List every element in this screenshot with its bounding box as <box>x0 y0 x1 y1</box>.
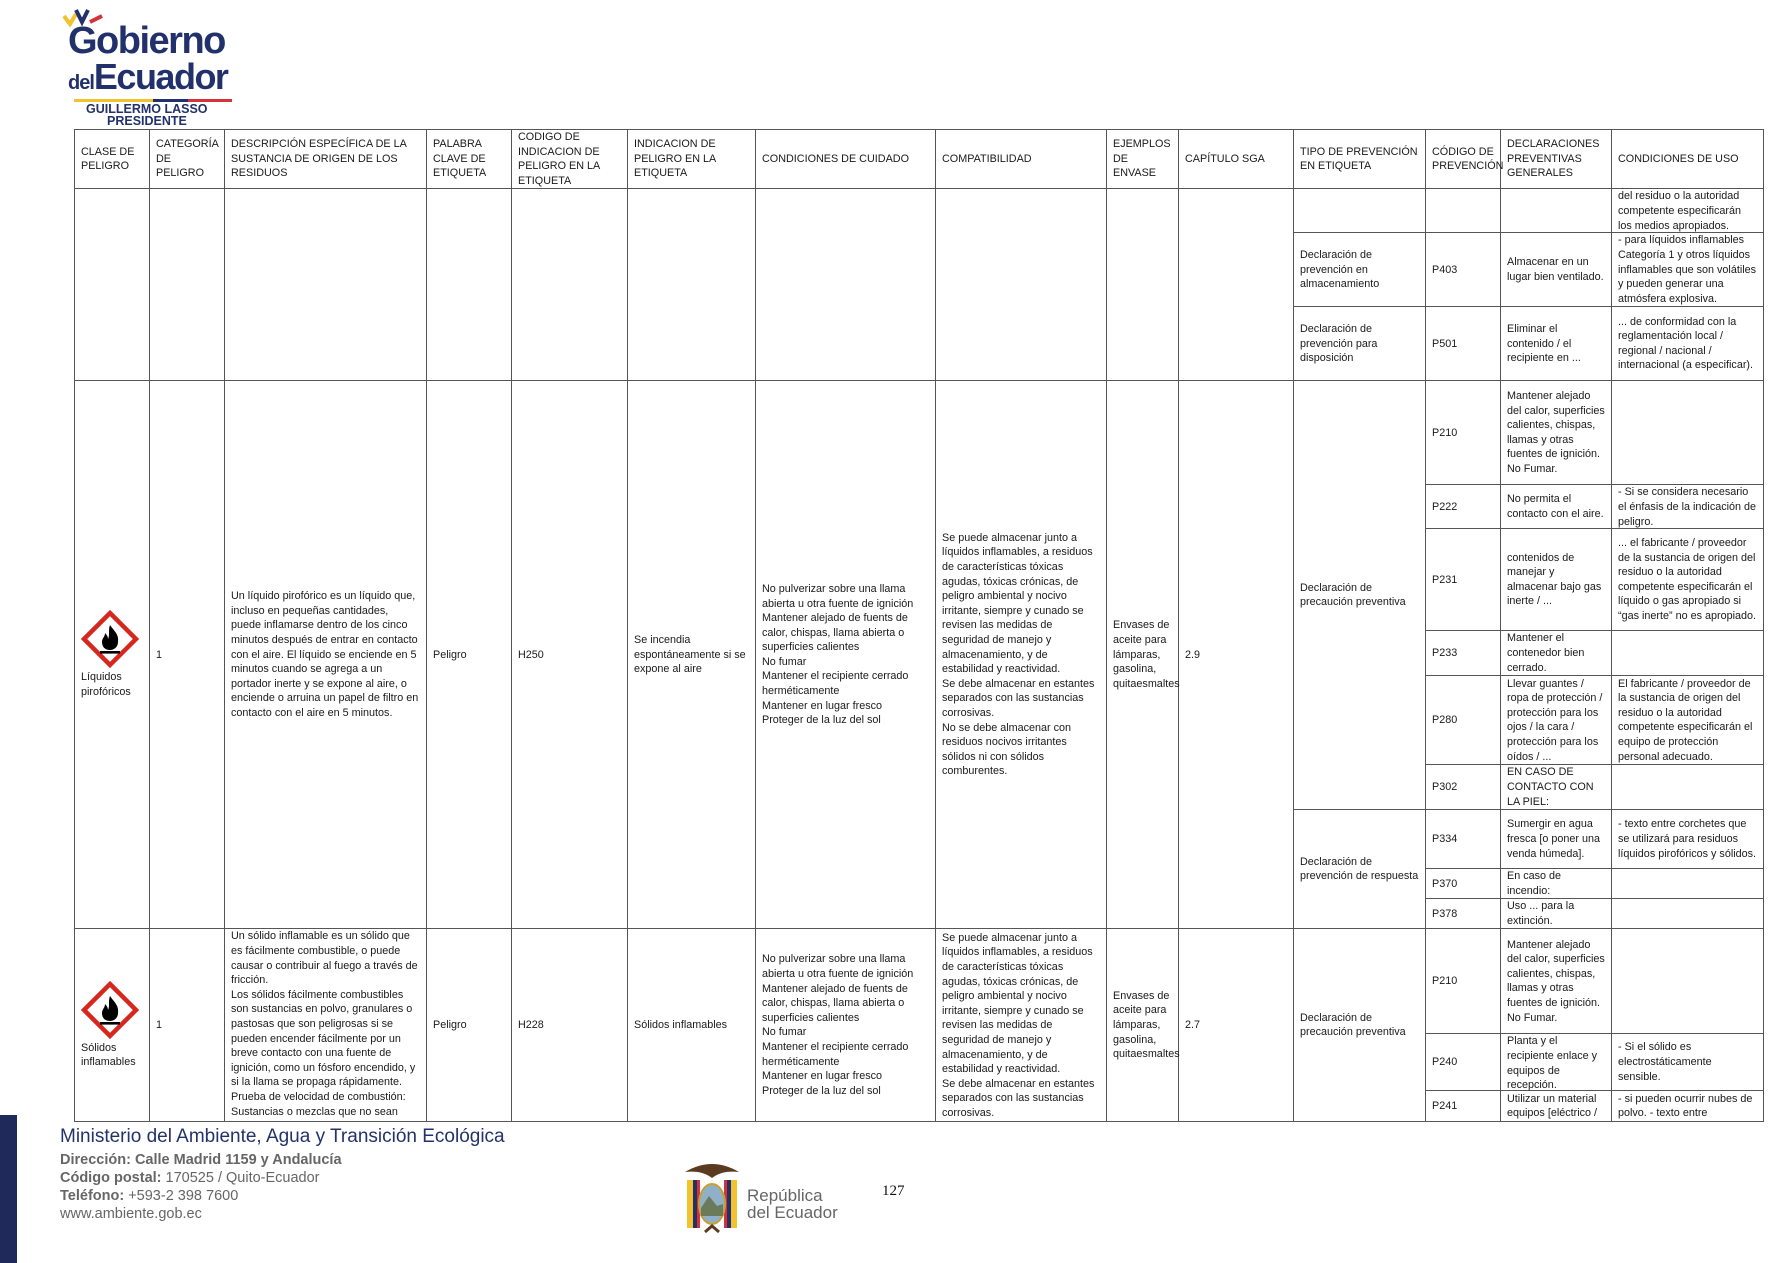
preventive-statement-cell <box>1501 765 1612 810</box>
column-header: INDICACION DE PELIGRO EN LA ETIQUETA <box>628 130 756 189</box>
prevention-code-cell <box>1426 810 1501 869</box>
decl-text: contenidos de manejar y almacenar bajo gas inerte / ... <box>1507 551 1602 608</box>
prevention-code-cell <box>1426 631 1501 676</box>
code-text: P210 <box>1432 975 1458 988</box>
table-row <box>75 929 1764 1034</box>
code-text: P240 <box>1432 1056 1458 1069</box>
code-text: P210 <box>1432 426 1458 439</box>
code-text: P370 <box>1432 877 1458 890</box>
prevention-type-cell <box>1294 189 1426 233</box>
code-text: P378 <box>1432 907 1458 920</box>
usage-conditions-cell <box>1612 1091 1764 1122</box>
footer-website[interactable]: www.ambiente.gob.ec <box>60 1206 202 1222</box>
envase-text: Envases de aceite para lámparas, gasolina, quitaesmaltes <box>1113 989 1180 1061</box>
prevention-code-cell <box>1426 529 1501 631</box>
codigo-text: H228 <box>518 1019 544 1032</box>
logo-president-title: PRESIDENTE <box>107 114 187 128</box>
code-text: P233 <box>1432 647 1458 660</box>
column-header: DESCRIPCIÓN ESPECÍFICA DE LA SUSTANCIA DE ORIGEN DE LOS RESIDUOS <box>225 130 427 189</box>
preventive-statement-cell <box>1501 869 1612 899</box>
container-examples-cell <box>1107 189 1179 381</box>
preventive-statement-cell <box>1501 529 1612 631</box>
prevention-code-cell <box>1426 307 1501 381</box>
palabra-text: Peligro <box>433 1019 467 1032</box>
prevention-code-cell <box>1426 676 1501 765</box>
column-header: COMPATIBILIDAD <box>936 130 1107 189</box>
cuidado-text: No pulverizar sobre una llama abierta u otra fuente de ignición Mantener alejado de fuents de calor, chispas, llama abierta o superficies calientes No fumar Mantener el recipiente cerrado herméticamente Mantener en lugar fresco Proteger de la luz del sol <box>762 953 914 1097</box>
cuidado-text: No pulverizar sobre una llama abierta u otra fuente de ignición Mantener alejado de fuents de calor, chispas, llama abierta o superficies calientes No fumar Mantener el recipiente cerrado herméticamente Mantener en lugar fresco Proteger de la luz del sol <box>762 582 914 727</box>
cond-text: ... de conformidad con la reglamentación local / regional / nacional / internacional (a especificar). <box>1618 315 1754 372</box>
codigo-text: H250 <box>518 648 544 661</box>
preventive-statement-cell <box>1501 381 1612 485</box>
capitulo-text: 2.7 <box>1185 1019 1201 1032</box>
coat-of-arms-icon <box>677 1160 747 1238</box>
care-conditions-cell <box>756 381 936 929</box>
container-examples-cell <box>1107 381 1179 929</box>
column-header: CONDICIONES DE CUIDADO <box>756 130 936 189</box>
sga-chapter-cell <box>1179 929 1294 1122</box>
usage-conditions-cell <box>1612 869 1764 899</box>
logo-president-name: GUILLERMO LASSO <box>86 102 208 116</box>
preventive-statement-cell <box>1501 631 1612 676</box>
cond-text: - si pueden ocurrir nubes de polvo. - texto entre <box>1618 1092 1753 1120</box>
prevention-code-cell <box>1426 1034 1501 1091</box>
header-row <box>75 130 1764 189</box>
code-text: P280 <box>1432 714 1458 727</box>
phone-label: Teléfono: <box>60 1188 125 1204</box>
decl-text: Mantener alejado del calor, superficies calientes, chispas, llamas y otras fuentes de ignición. No Fumar. <box>1507 390 1605 476</box>
category-cell <box>150 929 225 1122</box>
hazard-code-cell <box>512 381 628 929</box>
preventive-statement-cell <box>1501 810 1612 869</box>
republica-line-2: del Ecuador <box>747 1203 838 1222</box>
signal-word-cell <box>427 189 512 381</box>
description-cell <box>225 189 427 381</box>
signal-word-cell <box>427 381 512 929</box>
usage-conditions-cell <box>1612 899 1764 929</box>
decl-text: Mantener alejado del calor, superficies calientes, chispas, llamas y otras fuentes de ignición. No Fumar. <box>1507 938 1605 1024</box>
preventive-statement-cell <box>1501 189 1612 233</box>
address-value: Calle Madrid 1159 y Andalucía <box>134 1152 342 1168</box>
postal-label: Código postal: <box>60 1170 162 1186</box>
footer-phone <box>60 1188 238 1205</box>
usage-conditions-cell <box>1612 485 1764 529</box>
descripcion-text: Un líquido pirofórico es un líquido que, incluso en pequeñas cantidades, puede inflamarse dentro de los cinco minutos después de entrar en contacto con el aire. El líquido se enciende en 5 minutos cuando se agrega a un portador inerte y se expone al aire, o enciende o arruina un papel de filtro en contacto con el aire en 5 minutos. <box>231 590 419 719</box>
decl-text: Uso ... para la extinción. <box>1507 900 1575 927</box>
prevention-code-cell <box>1426 381 1501 485</box>
decl-text: Utilizar un material equipos [eléctrico / <box>1507 1092 1598 1120</box>
decl-text: No permita el contacto con el aire. <box>1507 493 1604 520</box>
decl-text: Sumergir en agua fresca [o poner una venda húmeda]. <box>1507 818 1601 860</box>
hazard-class-cell <box>75 381 150 929</box>
preventive-statement-cell <box>1501 676 1612 765</box>
decl-text: Eliminar el contenido / el recipiente en ... <box>1507 322 1581 365</box>
decl-text: En caso de incendio: <box>1507 870 1562 897</box>
palabra-text: Peligro <box>433 648 467 661</box>
column-header: CATEGORÍA DE PELIGRO <box>150 130 225 189</box>
column-header: TIPO DE PREVENCIÓN EN ETIQUETA <box>1294 130 1426 189</box>
usage-conditions-cell <box>1612 529 1764 631</box>
column-header: PALABRA CLAVE DE ETIQUETA <box>427 130 512 189</box>
usage-conditions-cell <box>1612 810 1764 869</box>
column-header: CLASE DE PELIGRO <box>75 130 150 189</box>
table-row <box>75 381 1764 485</box>
usage-conditions-cell <box>1612 929 1764 1034</box>
preventive-statement-cell <box>1501 233 1612 307</box>
cond-text: ... el fabricante / proveedor de la sustancia de origen del residuo o la autoridad competente especificarán el líquido o gas apropiado si “gas inerte” no es apropiado. <box>1618 537 1757 623</box>
code-text: P501 <box>1432 337 1458 350</box>
code-text: P302 <box>1432 781 1458 794</box>
page-number: 127 <box>882 1183 905 1199</box>
column-header: DECLARACIONES PREVENTIVAS GENERALES <box>1501 130 1612 189</box>
hazard-class-cell <box>75 189 150 381</box>
clase-text: Sólidos inflamables <box>81 1041 136 1069</box>
usage-conditions-cell <box>1612 676 1764 765</box>
usage-conditions-cell <box>1612 765 1764 810</box>
republica-line-1: República <box>747 1186 823 1205</box>
column-header: CÓDIGO DE PREVENCIÓN <box>1426 130 1501 189</box>
decl-text: Almacenar en un lugar bien ventilado. <box>1507 256 1604 283</box>
usage-conditions-cell <box>1612 233 1764 307</box>
hazard-code-cell <box>512 189 628 381</box>
container-examples-cell <box>1107 929 1179 1122</box>
decl-text: EN CASO DE CONTACTO CON LA PIEL: <box>1507 766 1594 808</box>
compatibility-cell <box>936 929 1107 1122</box>
cond-text: - Si se considera necesario el énfasis de la indicación de peligro. <box>1618 486 1757 528</box>
usage-conditions-cell <box>1612 1034 1764 1091</box>
prevention-type-cell: Declaración de prevención en almacenamiento <box>1294 233 1426 307</box>
republica-label <box>747 1187 838 1221</box>
cond-text: - para líquidos inflamables Categoría 1 y otros líquidos inflamables que son volátiles y pueden generar una atmósfera explosiva. <box>1618 234 1757 305</box>
descripcion-text: Un sólido inflamable es un sólido que es fácilmente combustible, o puede causar o contribuir al fuego a través de fricción. Los sólidos fácilmente combustibles son sustancias en polvo, granulares o pastosas que son peligrosas si se pueden encender fácilmente por un breve contacto con una fuente de ignición, como un fósforo encendido, y si la llama se propaga rápidamente. Prueba de velocidad de combustión: Sustancias o mezclas que no sean <box>231 930 418 1118</box>
usage-conditions-cell <box>1612 631 1764 676</box>
usage-conditions-cell <box>1612 189 1764 233</box>
care-conditions-cell <box>756 189 936 381</box>
usage-conditions-cell <box>1612 307 1764 381</box>
compatibility-cell <box>936 189 1107 381</box>
flame-pictogram-icon <box>81 981 139 1039</box>
description-cell <box>225 381 427 929</box>
gobierno-logo <box>60 8 235 126</box>
prevention-code-cell <box>1426 929 1501 1034</box>
code-text: P334 <box>1432 833 1458 846</box>
category-cell <box>150 381 225 929</box>
cond-text: - texto entre corchetes que se utilizará para residuos líquidos pirofóricos y sólidos. <box>1618 818 1757 860</box>
prevention-type-cell: Declaración de prevención para disposición <box>1294 307 1426 381</box>
hazard-statement-cell <box>628 189 756 381</box>
capitulo-text: 2.9 <box>1185 648 1201 661</box>
column-header: CAPÍTULO SGA <box>1179 130 1294 189</box>
preventive-statement-cell <box>1501 1091 1612 1122</box>
logo-line-1: Gobierno <box>68 20 225 62</box>
logo-del: del <box>68 72 94 94</box>
category-cell <box>150 189 225 381</box>
care-conditions-cell <box>756 929 936 1122</box>
preventive-statement-cell <box>1501 929 1612 1034</box>
flame-pictogram-icon <box>81 610 139 668</box>
column-header: CONDICIONES DE USO <box>1612 130 1764 189</box>
envase-text: Envases de aceite para lámparas, gasolina, quitaesmaltes <box>1113 619 1180 690</box>
prevention-type-cell: Declaración de precaución preventiva <box>1294 929 1426 1122</box>
hazard-statement-cell <box>628 929 756 1122</box>
decl-text: Llevar guantes / ropa de protección / protección para los ojos / la cara / protección para los oídos / ... <box>1507 677 1603 763</box>
decl-text: Mantener el contenedor bien cerrado. <box>1507 632 1585 674</box>
prevention-code-cell <box>1426 1091 1501 1122</box>
code-text: P222 <box>1432 500 1458 513</box>
preventive-statement-cell <box>1501 485 1612 529</box>
code-text: P241 <box>1432 1100 1458 1113</box>
preventive-statement-cell <box>1501 899 1612 929</box>
cond-text: del residuo o la autoridad competente especificarán los medios apropiados. <box>1618 190 1742 232</box>
signal-word-cell <box>427 929 512 1122</box>
address-label: Dirección: <box>60 1152 131 1168</box>
clase-text: Líquidos pirofóricos <box>81 671 131 698</box>
cond-text: El fabricante / proveedor de la sustancia de origen del residuo o la autoridad competente especificarán el equipo de protección personal adecuado. <box>1618 677 1753 763</box>
prevention-code-cell <box>1426 189 1501 233</box>
logo-line-2 <box>68 58 227 102</box>
ministry-name: Ministerio del Ambiente, Agua y Transición Ecológica <box>60 1126 505 1147</box>
sga-chapter-cell <box>1179 189 1294 381</box>
sga-chapter-cell <box>1179 381 1294 929</box>
preventive-statement-cell <box>1501 1034 1612 1091</box>
preventive-statement-cell <box>1501 307 1612 381</box>
code-text: P403 <box>1432 263 1458 276</box>
footer-address <box>60 1152 342 1169</box>
hazard-code-cell <box>512 929 628 1122</box>
logo-ecuador: Ecuador <box>93 56 228 97</box>
prevention-type-cell: Declaración de precaución preventiva <box>1294 381 1426 810</box>
footer-postal <box>60 1170 320 1187</box>
postal-value: 170525 / Quito-Ecuador <box>165 1170 320 1186</box>
usage-conditions-cell <box>1612 381 1764 485</box>
prevention-code-cell <box>1426 899 1501 929</box>
prevention-code-cell <box>1426 233 1501 307</box>
footer-accent-bar <box>0 1115 17 1263</box>
categoria-text: 1 <box>156 1019 163 1032</box>
code-text: P231 <box>1432 573 1458 586</box>
prevention-code-cell <box>1426 485 1501 529</box>
hazard-class-cell <box>75 929 150 1122</box>
column-header: EJEMPLOS DE ENVASE <box>1107 130 1179 189</box>
compatibilidad-text: Se puede almacenar junto a líquidos inflamables, a residuos de características tóxicas agudas, tóxicas crónicas, de peligro ambiental y nocivo irritante, siempre y cunado se revisen las medidas de seguridad de manejo y almacenamiento, y de estabilidad y reactividad. Se debe almacenar en estantes separados con las sustancias corrosivas. <box>942 931 1095 1119</box>
column-header: CODIGO DE INDICACION DE PELIGRO EN LA ETIQUETA <box>512 130 628 189</box>
table-row <box>75 189 1764 233</box>
decl-text: Planta y el recipiente enlace y equipos de recepción. <box>1507 1035 1598 1092</box>
indicacion-text: Se incendia espontáneamente si se expone al aire <box>634 633 746 676</box>
phone-value: +593-2 398 7600 <box>128 1188 239 1204</box>
description-cell <box>225 929 427 1122</box>
hazard-statement-cell <box>628 381 756 929</box>
hazard-table <box>74 129 1764 1122</box>
compatibilidad-text: Se puede almacenar junto a líquidos inflamables, a residuos de características tóxicas agudas, tóxicas crónicas, de peligro ambiental y nocivo irritante, siempre y cunado se revisen las medidas de seguridad de manejo y almacenamiento, y de estabilidad y reactividad. Se debe almacenar en estantes separados con las sustancias corrosivas. No se debe almacenar con residuos nocivos irritantes sólidos ni con sólidos comburentes. <box>942 531 1095 778</box>
categoria-text: 1 <box>156 648 163 661</box>
indicacion-text: Sólidos inflamables <box>634 1019 728 1032</box>
prevention-type-cell: Declaración de prevención de respuesta <box>1294 810 1426 929</box>
prevention-code-cell <box>1426 869 1501 899</box>
cond-text: - Si el sólido es electrostáticamente sensible. <box>1618 1041 1712 1083</box>
compatibility-cell <box>936 381 1107 929</box>
prevention-code-cell <box>1426 765 1501 810</box>
